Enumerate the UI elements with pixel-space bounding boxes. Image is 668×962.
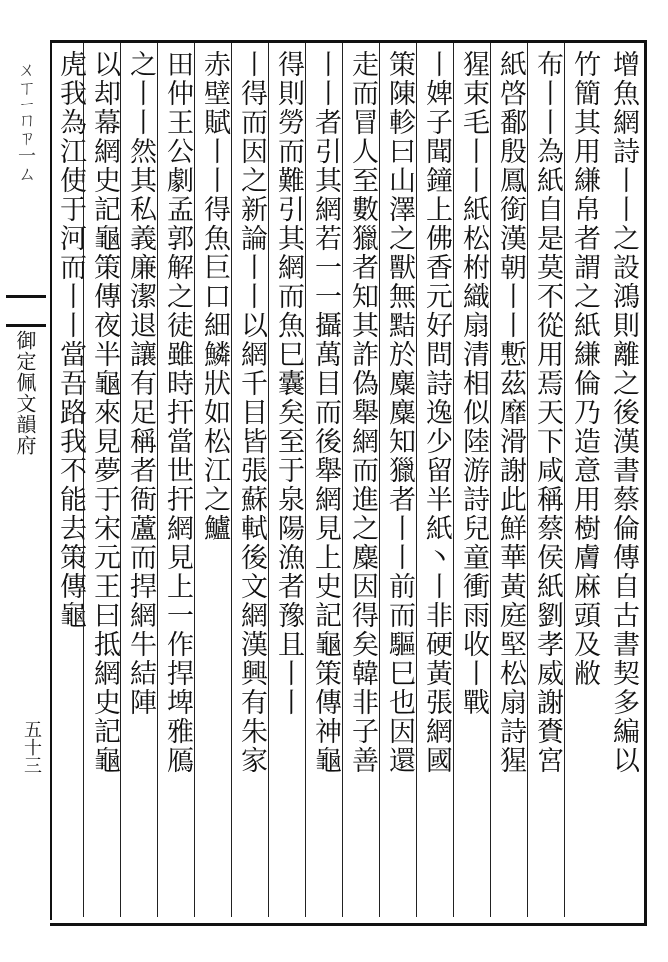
column-rule bbox=[157, 43, 158, 917]
column-rule bbox=[416, 43, 417, 917]
text-column: 紙啓鄱殷鳳銜漢朝丨丨慙茲靡滑謝此鮮華黃庭堅松扇詩猩 bbox=[495, 50, 526, 775]
text-column: 得則勞而難引其網而魚巳囊矣至于泉陽漁者豫且丨丨 bbox=[273, 50, 304, 717]
column-rule bbox=[83, 43, 84, 917]
text-column: 之丨丨然其私義廉潔退讓有足稱者衙蘆而捍網牛結陣 bbox=[125, 50, 156, 717]
text-column: 策陳軫曰山澤之獸無黠於麋麋知獵者丨丨前而驅巳也因還 bbox=[384, 50, 415, 775]
text-column: 布丨丨為紙自是莫不從用焉天下咸稱蔡侯紙劉孝威謝賚宮 bbox=[532, 50, 563, 775]
page-number: 五十三 bbox=[21, 720, 42, 774]
text-column: 竹簡其用縑帛者謂之紙縑倫乃造意用樹膚麻頭及敝 bbox=[569, 50, 600, 688]
column-rule bbox=[564, 43, 565, 917]
text-column: 丨丨者引其網若一一攝萬目而後舉網見上史記龜策傳神龜 bbox=[310, 50, 341, 775]
column-rule bbox=[527, 43, 528, 917]
column-rule bbox=[194, 43, 195, 917]
column-rule bbox=[268, 43, 269, 917]
text-column: 田仲王公劇孟郭解之徒雖時扞當世扞網見上一作捍埤雅鴈 bbox=[162, 50, 193, 775]
text-column: 丨婢子聞鐘上佛香元好問詩逸少留半紙丶丨非硬黃張網國 bbox=[421, 50, 452, 775]
text-column: 丨得而因之新論丨丨以網千目皆張蘇軾後文網漢興有朱家 bbox=[236, 50, 267, 775]
text-column: 赤壁賦丨丨得魚巨口細鱗狀如松江之鱸 bbox=[199, 50, 230, 543]
book-title: 御定佩文韻府 bbox=[13, 330, 37, 456]
text-column: 以却幕網史記龜策傳夜半龜來見夢于宋元王曰抵網史記龜 bbox=[89, 50, 120, 775]
column-rule bbox=[231, 43, 232, 917]
column-rule bbox=[120, 43, 121, 917]
column-rule bbox=[490, 43, 491, 917]
column-rule bbox=[453, 43, 454, 917]
text-column: 虎我為江使于河而丨丨當吾路我不能去策傳龜 bbox=[55, 50, 86, 630]
text-column: 走而冒人至數獵者知其詐偽舉網而進之麋因得矣韓非子善 bbox=[347, 50, 378, 775]
column-rule bbox=[379, 43, 380, 917]
column-rule bbox=[305, 43, 306, 917]
fish-tail-mark bbox=[6, 295, 46, 327]
text-column: 增魚網詩丨丨之設鴻則離之後漢書蔡倫傳自古書契多編以 bbox=[608, 50, 639, 775]
column-rule bbox=[342, 43, 343, 917]
margin-marks: ㄨㄒㄧㄇㄗ一ㄙ bbox=[15, 60, 36, 183]
text-column: 猩束毛丨丨紙松柎織扇清相似陸游詩兒童衝雨收丨戰 bbox=[458, 50, 489, 717]
